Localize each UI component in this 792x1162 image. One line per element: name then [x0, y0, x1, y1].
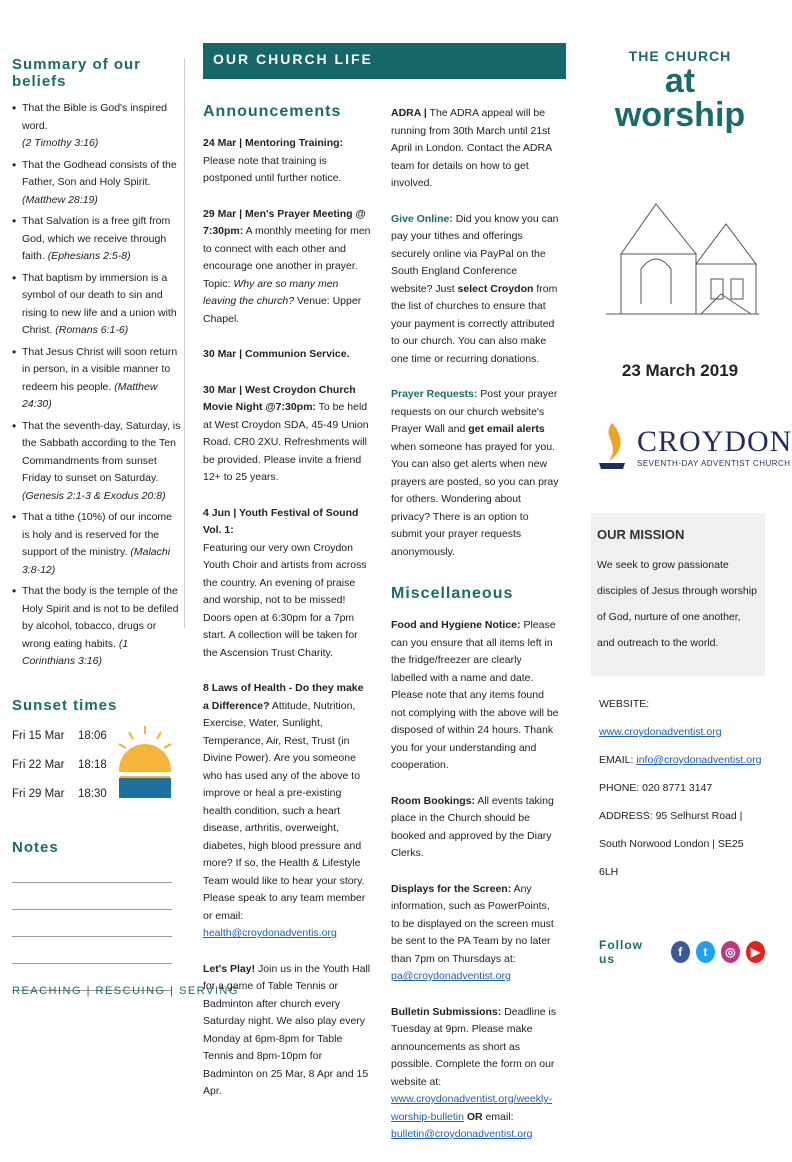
social-follow	[595, 938, 765, 966]
note-line	[12, 909, 172, 910]
beliefs-list	[12, 100, 182, 671]
info-item: Food and Hygiene Notice: Please can you ensure that all items left in the fridge/freezer are clearly labelled with a name and date. Please note that any items found not complying with the above will be disposed of within 24 hours. Thank you for your understanding and cooperation.	[391, 619, 559, 771]
sunset-row: Fri 22 Mar 18:18	[12, 758, 107, 771]
announcement-item: Let's Play! Join us in the Youth Hall for a game of Table Tennis or Badminton after church every Saturday night. We also play every Monday at 6pm-8pm for Table Tennis and 8pm-10pm for Badminton on 25 Mar, 8 Apr and 15 Apr.	[203, 962, 371, 1097]
right-column	[595, 0, 792, 966]
note-line	[12, 936, 172, 937]
announcements-title: Announcements	[203, 103, 342, 120]
mission-text: We seek to grow passionate disciples of Jesus through worship of God, nurture of one another, and outreach to the world.	[597, 559, 757, 649]
contact-info: WEBSITE: www.croydonadventist.org EMAIL: info@croydonadventist.org PHONE: 020 8771 3147 ADDRESS: 95 Selhurst Road | South Norwood London | SE25 6LH	[595, 690, 765, 886]
footer-tagline: REACHING | RESCUING | SERVING	[12, 985, 239, 997]
church-life-header: OUR CHURCH LIFE	[203, 43, 566, 79]
sunset-row: Fri 29 Mar 18:30	[12, 787, 107, 800]
announcement-item: 30 Mar | West Croydon Church Movie Night @7:30pm: To be held at West Croydon SDA, 45-49 Union Road. CR0 2XU. Refreshments will be provided. Please invite a friend 12+ to 25 years.	[203, 383, 369, 483]
belief-item: • That the body is the temple of the Holy Spirit and is not to be defiled by alcohol, tobacco, drugs or wrong eating habits. (1 Corinthians 3:16)	[12, 583, 182, 671]
sunset-section	[12, 697, 182, 809]
info-item: ADRA | The ADRA appeal will be running from 30th March until 21st April in London. Contact the ADRA team for details on how to get involved.	[391, 107, 552, 189]
info-item: Bulletin Submissions: Deadline is Tuesday at 9pm. Please make announcements as short as possible. Complete the form on our website at: www.croydonadventist.org/weekly-worship-bulletin OR email: bulletin@croydonadventist.org	[391, 1005, 557, 1140]
announcement-item: 8 Laws of Health - Do they make a Difference? Attitude, Nutrition, Exercise, Water, Sunlight, Temperance, Air, Rest, Trust (in Divine Power). Are you someone who has used any of the above to improve or heal a pre-existing health condition, such a heart disease, arthritis, overweight, diabetes, high blood pressure and more? If so, the Health & Lifestyle Team would like to hear your story. Please speak to any team member or email: health@croydonadventis.org	[203, 682, 366, 939]
belief-item: • That a tithe (10%) of our income is holy and is reserved for the support of the ministry. (Malachi 3:8-12)	[12, 509, 182, 579]
church-building-illustration	[601, 144, 761, 324]
mission-box	[591, 513, 765, 676]
left-column	[12, 0, 182, 991]
notes-lines	[12, 882, 182, 991]
announcement-item: 29 Mar | Men's Prayer Meeting @ 7:30pm: A monthly meeting for men to connect with each other and encourage one another in prayer. Topic: Why are so many men leaving the church? Venue: Upper Chapel.	[203, 207, 371, 325]
belief-item: • That the Godhead consists of the Father, Son and Holy Spirit. (Matthew 28:19)	[12, 157, 182, 210]
facebook-icon[interactable]: f	[671, 941, 690, 963]
twitter-icon[interactable]: t	[696, 941, 715, 963]
bulletin-email-link[interactable]: bulletin@croydonadventist.org	[391, 1128, 533, 1140]
address: ADDRESS: 95 Selhurst Road | South Norwood London | SE25 6LH	[599, 810, 744, 878]
info-item: Prayer Requests: Post your prayer requests on our church website's Prayer Wall and get email alerts when someone has prayed for you. You can also get alerts when new prayers are posted, so you can pray for others. Wondering about privacy? There is an option to submit your prayer requests anonymously.	[391, 388, 559, 558]
notes-title: Notes	[12, 838, 59, 856]
bulletin-link[interactable]: www.croydonadventist.org/weekly-worship-bulletin	[391, 1093, 553, 1123]
announcement-item: 4 Jun | Youth Festival of Sound Vol. 1: Featuring our very own Croydon Youth Choir and artists from across the country. An evening of praise and worship, not to be missed! Doors open at 6:30pm for a 7pm start. A collection will be taken for the Ascension Trust Charity.	[203, 506, 367, 659]
health-email-link[interactable]: health@croydonadventis.org	[203, 927, 337, 939]
belief-item: • That baptism by immersion is a symbol of our death to sin and rising to new life and a union with Christ. (Romans 6:1-6)	[12, 270, 182, 340]
phone-number: PHONE: 020 8771 3147	[599, 782, 713, 794]
note-line	[12, 963, 172, 964]
pa-email-link[interactable]: pa@croydonadventist.org	[391, 970, 511, 982]
follow-label: Follow us	[599, 938, 643, 966]
brand-title: THE CHURCH at worship	[614, 48, 746, 134]
email-link[interactable]: info@croydonadventist.org	[636, 754, 762, 766]
note-line	[12, 882, 172, 883]
instagram-icon[interactable]: ◎	[721, 941, 740, 963]
website-link[interactable]: www.croydonadventist.org	[599, 726, 722, 738]
sunset-title: Sunset times	[12, 696, 118, 714]
sunset-row: Fri 15 Mar 18:06	[12, 729, 107, 742]
belief-item: • That the seventh-day, Saturday, is the Sabbath according to the Ten Commandments from sunset Friday to sunset on Saturday. (Genesis 2:1-3 & Exodus 20:8)	[12, 418, 182, 506]
info-item: Give Online: Did you know you can pay your tithes and offerings securely online via PayPal on the South England Conference website? Just select Croydon from the list of churches to ensure that your payment is correctly attributed to our church. You can also make one time or recurring donations.	[391, 212, 559, 365]
beliefs-title: Summary of our beliefs	[12, 56, 142, 90]
announcement-item: 30 Mar | Communion Service.	[203, 348, 350, 360]
sunset-icon	[115, 722, 175, 802]
flame-logo-icon	[595, 421, 629, 471]
belief-item: • That the Bible is God's inspired word. (2 Timothy 3:16)	[12, 100, 182, 153]
info-item: Room Bookings: All events taking place in the Church should be booked and approved by the Diary Clerks.	[391, 794, 554, 859]
middle-column	[203, 0, 569, 1162]
info-item: Displays for the Screen: Any information, such as PowerPoints, to be displayed on the screen must be sent to the PA Team by no later than 7pm on Thursdays at: pa@croydonadventist.org	[391, 882, 554, 982]
belief-item: • That Jesus Christ will soon return in person, in a visible manner to redeem his people. (Matthew 24:30)	[12, 344, 182, 414]
misc-title: Miscellaneous	[391, 585, 514, 602]
youtube-icon[interactable]: ▶	[746, 941, 765, 963]
info-column	[391, 105, 559, 1162]
bulletin-date: 23 March 2019	[621, 361, 739, 380]
announcement-item: 24 Mar | Mentoring Training: Please note that training is postponed until further notice.	[203, 137, 344, 184]
belief-item: • That Salvation is a free gift from God, which we receive through faith. (Ephesians 2:5-8)	[12, 213, 182, 266]
announcements-column	[203, 79, 371, 1162]
mission-title: OUR MISSION	[597, 527, 685, 542]
croydon-logo: CROYDON SEVENTH-DAY ADVENTIST CHURCH	[595, 421, 765, 471]
